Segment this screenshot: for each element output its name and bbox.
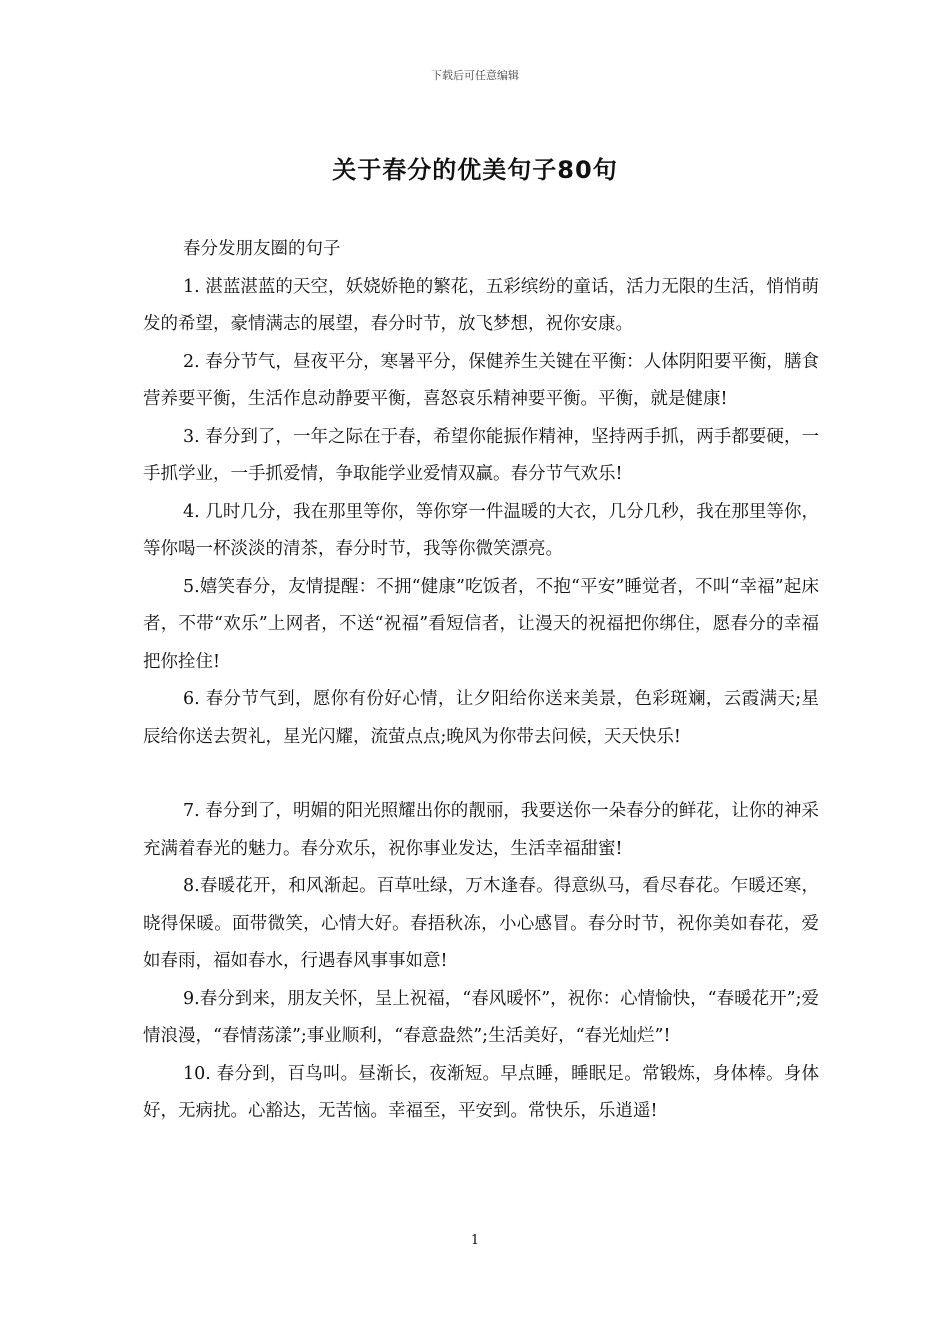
paragraph-4: 4. 几时几分，我在那里等你，等你穿一件温暖的大衣，几分几秒，我在那里等你，等你喝一杯淡淡的清茶，春分时节，我等你微笑漂亮。 [143,501,819,559]
paragraph-2: 2. 春分节气，昼夜平分，寒暑平分，保健养生关键在平衡：人体阴阳要平衡，膳食营养要平衡，生活作息动静要平衡，喜怒哀乐精神要平衡。平衡，就是健康! [143,351,819,409]
paragraph-5: 5.嬉笑春分，友情提醒：不拥“健康”吃饭者，不抱“平安”睡觉者，不叫“幸福”起床者，不带“欢乐”上网者，不送“祝福”看短信者，让漫天的祝福把你绑住，愿春分的幸福把你拴住! [143,576,819,672]
body-text [143,231,819,1131]
paragraph-6: 6. 春分节气到，愿你有份好心情，让夕阳给你送来美景，色彩斑斓，云霞满天;星辰给你送去贺礼，星光闪耀，流萤点点;晚风为你带去问候，天天快乐! [143,689,819,747]
page-number: 1 [470,1233,480,1248]
section-heading: 春分发朋友圈的句子 [183,239,341,259]
header-note: 下载后可任意编辑 [431,69,519,82]
paragraph-9: 9.春分到来，朋友关怀，呈上祝福，“春风暖怀”，祝你：心情愉快，“春暖花开”;爱情浪漫，“春情荡漾”;事业顺利，“春意盎然”;生活美好，“春光灿烂”! [143,988,819,1046]
paragraph-3: 3. 春分到了，一年之际在于春，希望你能振作精神，坚持两手抓，两手都要硬，一手抓学业，一手抓爱情，争取能学业爱情双赢。春分节气欢乐! [143,426,819,484]
paragraph-7: 7. 春分到了，明媚的阳光照耀出你的靓丽，我要送你一朵春分的鲜花，让你的神采充满着春光的魅力。春分欢乐，祝你事业发达，生活幸福甜蜜! [143,801,819,859]
page-title: 关于春分的优美句子80句 [332,156,618,184]
paragraph-8: 8.春暖花开，和风渐起。百草吐绿，万木逢春。得意纵马，看尽春花。乍暖还寒，晓得保暖。面带微笑，心情大好。春捂秋冻，小心感冒。春分时节，祝你美如春花，爱如春雨，福如春水，行遇春风事事如意! [143,876,819,971]
paragraph-1: 1. 湛蓝湛蓝的天空，妖娆娇艳的繁花，五彩缤纷的童话，活力无限的生活，悄悄萌发的希望，豪情满志的展望，春分时节，放飞梦想，祝你安康。 [143,276,819,334]
paragraph-10: 10. 春分到，百鸟叫。昼渐长，夜渐短。早点睡，睡眠足。常锻炼，身体棒。身体好，无病扰。心豁达，无苦恼。幸福至，平安到。常快乐，乐逍遥! [143,1063,819,1121]
